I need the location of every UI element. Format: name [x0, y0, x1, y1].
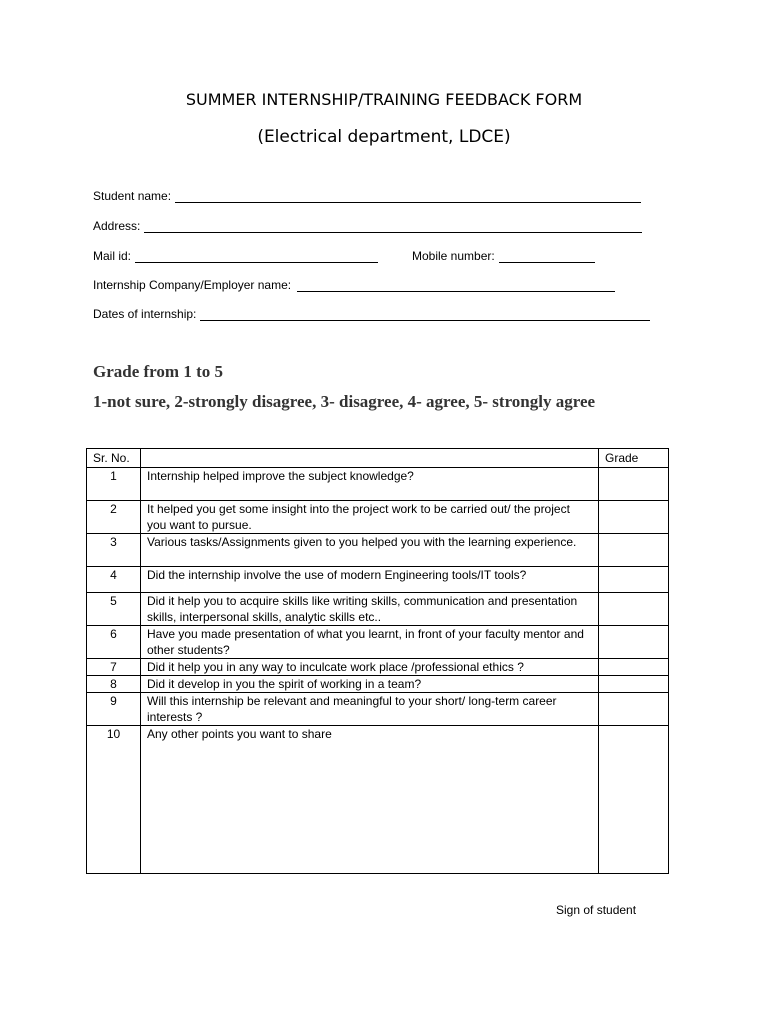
form-title: SUMMER INTERNSHIP/TRAINING FEEDBACK FORM	[185, 90, 583, 109]
dates-line[interactable]	[200, 308, 650, 321]
mobile-number-line[interactable]	[499, 250, 595, 263]
mobile-number-field[interactable]	[412, 249, 595, 263]
row-question: Did it help you to acquire skills like writing skills, communication and presentation skills, interpersonal skills, analytic skills etc..	[141, 593, 599, 626]
mail-id-field[interactable]	[93, 249, 378, 263]
row-question: Any other points you want to share	[141, 726, 599, 874]
address-line[interactable]	[144, 220, 642, 233]
company-label: Internship Company/Employer name:	[93, 278, 292, 292]
grade-cell[interactable]	[599, 659, 669, 676]
mail-id-label: Mail id:	[93, 249, 132, 263]
form-subtitle: (Electrical department, LDCE)	[257, 127, 511, 147]
row-question: Internship helped improve the subject knowledge?	[141, 468, 599, 501]
student-name-label: Student name:	[93, 189, 172, 203]
student-name-field[interactable]	[93, 189, 641, 203]
grade-cell[interactable]	[599, 676, 669, 693]
table-row	[87, 468, 669, 501]
row-number: 6	[87, 626, 141, 659]
grade-cell[interactable]	[599, 468, 669, 501]
question-header	[141, 449, 599, 468]
row-number: 10	[87, 726, 141, 874]
table-row	[87, 501, 669, 534]
row-number: 8	[87, 676, 141, 693]
grade-heading: Grade from 1 to 5	[93, 362, 223, 381]
table-row	[87, 534, 669, 567]
table-row	[87, 626, 669, 659]
row-question: Will this internship be relevant and meaningful to your short/ long-term career interests ?	[141, 693, 599, 726]
table-row	[87, 567, 669, 593]
row-question: Have you made presentation of what you learnt, in front of your faculty mentor and other students?	[141, 626, 599, 659]
sr-no-header: Sr. No.	[87, 449, 141, 468]
grade-cell[interactable]	[599, 726, 669, 874]
company-line[interactable]	[297, 279, 615, 292]
table-row	[87, 676, 669, 693]
grade-cell[interactable]	[599, 693, 669, 726]
row-question: Various tasks/Assignments given to you helped you with the learning experience.	[141, 534, 599, 567]
table-row	[87, 593, 669, 626]
row-number: 7	[87, 659, 141, 676]
row-question: Did it help you in any way to inculcate work place /professional ethics ?	[141, 659, 599, 676]
mobile-number-label: Mobile number:	[412, 249, 495, 263]
mail-id-line[interactable]	[135, 250, 378, 263]
table-row	[87, 726, 669, 874]
row-number: 2	[87, 501, 141, 534]
row-number: 3	[87, 534, 141, 567]
row-number: 5	[87, 593, 141, 626]
sign-of-student: Sign of student	[556, 903, 637, 917]
feedback-table	[86, 448, 669, 874]
row-question: It helped you get some insight into the project work to be carried out/ the project you want to pursue.	[141, 501, 599, 534]
grade-header: Grade	[599, 449, 669, 468]
student-name-line[interactable]	[175, 190, 641, 203]
grade-scale: 1-not sure, 2-strongly disagree, 3- disagree, 4- agree, 5- strongly agree	[93, 392, 596, 411]
row-question: Did the internship involve the use of modern Engineering tools/IT tools?	[141, 567, 599, 593]
grade-cell[interactable]	[599, 501, 669, 534]
table-row	[87, 693, 669, 726]
row-number: 4	[87, 567, 141, 593]
grade-cell[interactable]	[599, 534, 669, 567]
grade-cell[interactable]	[599, 593, 669, 626]
company-field[interactable]	[93, 278, 615, 292]
dates-field[interactable]	[93, 307, 650, 321]
address-field[interactable]	[93, 219, 642, 233]
dates-label: Dates of internship:	[93, 307, 197, 321]
grade-cell[interactable]	[599, 626, 669, 659]
table-header-row	[87, 449, 669, 468]
row-number: 1	[87, 468, 141, 501]
grade-cell[interactable]	[599, 567, 669, 593]
row-number: 9	[87, 693, 141, 726]
address-label: Address:	[93, 219, 141, 233]
row-question: Did it develop in you the spirit of working in a team?	[141, 676, 599, 693]
table-row	[87, 659, 669, 676]
